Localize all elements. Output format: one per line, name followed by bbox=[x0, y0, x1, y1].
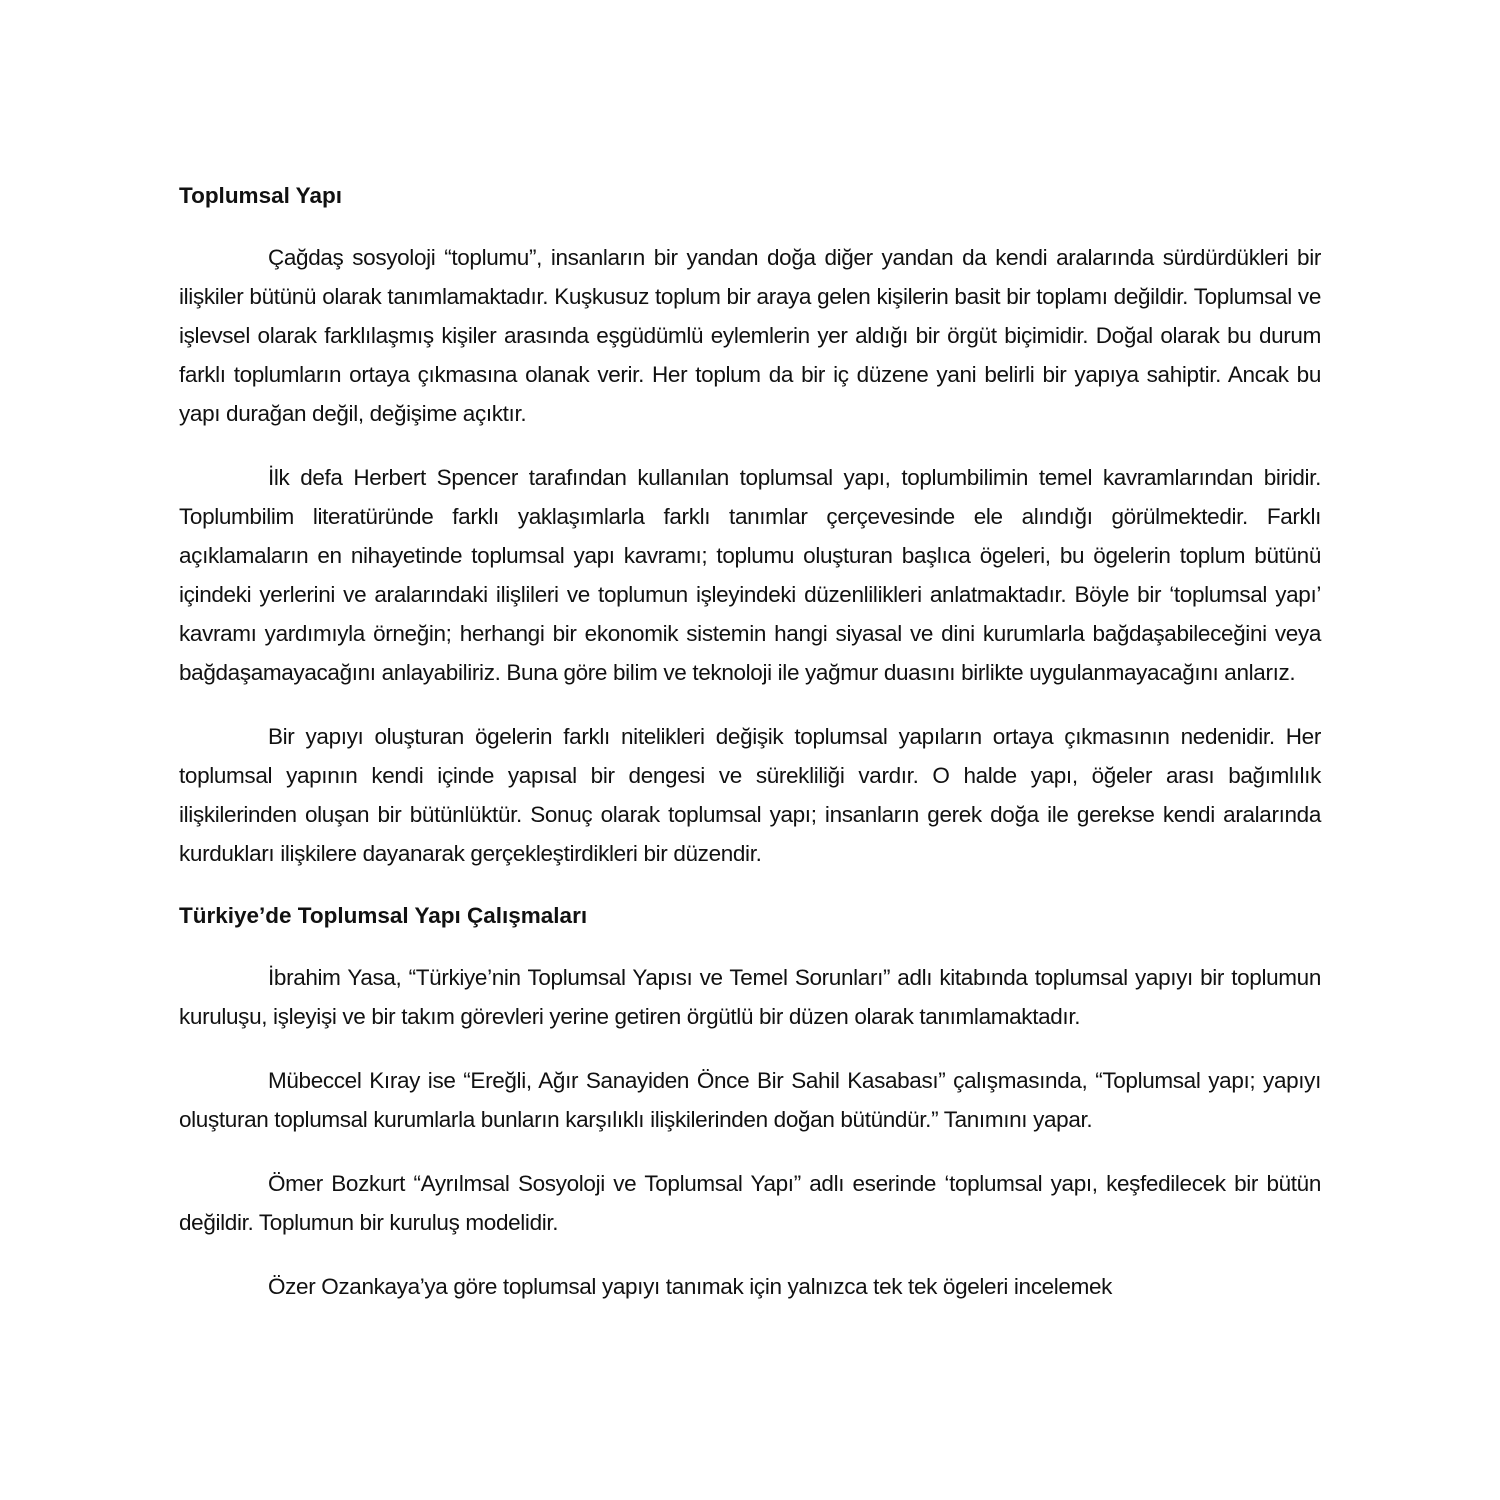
section-heading: Toplumsal Yapı bbox=[179, 183, 342, 208]
section-heading: Türkiye’de Toplumsal Yapı Çalışmaları bbox=[179, 903, 588, 928]
paragraph: Özer Ozankaya’ya göre toplumsal yapıyı tanımak için yalnızca tek tek ögeleri incelemek bbox=[268, 1274, 1113, 1299]
paragraph: Çağdaş sosyoloji “toplumu”, insanların bir yandan doğa diğer yandan da kendi aralarında sürdürdükleri bir ilişkiler bütünü olarak tanımlamaktadır. Kuşkusuz toplum bir araya gelen kişilerin basit bir toplamı değildir. Toplumsal ve işlevsel olarak farklılaşmış kişiler arasında eşgüdümlü eylemlerin yer aldığı bir örgüt biçimidir. Doğal olarak bu durum farklı toplumların ortaya çıkmasına olanak verir. Her toplum da bir iç düzene yani belirli bir yapıya sahiptir. Ancak bu yapı durağan değil, değişime açıktır. bbox=[179, 245, 1321, 426]
document-page bbox=[179, 178, 1321, 1331]
paragraph: Ömer Bozkurt “Ayrılmsal Sosyoloji ve Toplumsal Yapı” adlı eserinde ‘toplumsal yapı, keşfedilecek bir bütün değildir. Toplumun bir kuruluş modelidir. bbox=[179, 1171, 1321, 1235]
paragraph: İlk defa Herbert Spencer tarafından kullanılan toplumsal yapı, toplumbilimin temel kavramlarından biridir. Toplumbilim literatüründe farklı yaklaşımlarla farklı tanımlar çerçevesinde ele alındığı görülmektedir. Farklı açıklamaların en nihayetinde toplumsal yapı kavramı; toplumu oluşturan başlıca ögeleri, bu ögelerin toplum bütünü içindeki yerlerini ve aralarındaki ilişlileri ve toplumun işleyindeki düzenlilikleri anlatmaktadır. Böyle bir ‘toplumsal yapı’ kavramı yardımıyla örneğin; herhangi bir ekonomik sistemin hangi siyasal ve dini kurumlarla bağdaşabileceğini veya bağdaşamayacağını anlayabiliriz. Buna göre bilim ve teknoloji ile yağmur duasını birlikte uygulanmayacağını anlarız. bbox=[179, 465, 1321, 685]
paragraph: İbrahim Yasa, “Türkiye’nin Toplumsal Yapısı ve Temel Sorunları” adlı kitabında toplumsal yapıyı bir toplumun kuruluşu, işleyişi ve bir takım görevleri yerine getiren örgütlü bir düzen olarak tanımlamaktadır. bbox=[179, 965, 1321, 1029]
paragraph: Mübeccel Kıray ise “Ereğli, Ağır Sanayiden Önce Bir Sahil Kasabası” çalışmasında, “Toplumsal yapı; yapıyı oluşturan toplumsal kurumlarla bunların karşılıklı ilişkilerinden doğan bütündür.” Tanımını yapar. bbox=[179, 1068, 1321, 1132]
paragraph: Bir yapıyı oluşturan ögelerin farklı nitelikleri değişik toplumsal yapıların ortaya çıkmasının nedenidir. Her toplumsal yapının kendi içinde yapısal bir dengesi ve sürekliliği vardır. O halde yapı, öğeler arası bağımlılık ilişkilerinden oluşan bir bütünlüktür. Sonuç olarak toplumsal yapı; insanların gerek doğa ile gerekse kendi aralarında kurdukları ilişkilere dayanarak gerçekleştirdikleri bir düzendir. bbox=[179, 724, 1321, 866]
